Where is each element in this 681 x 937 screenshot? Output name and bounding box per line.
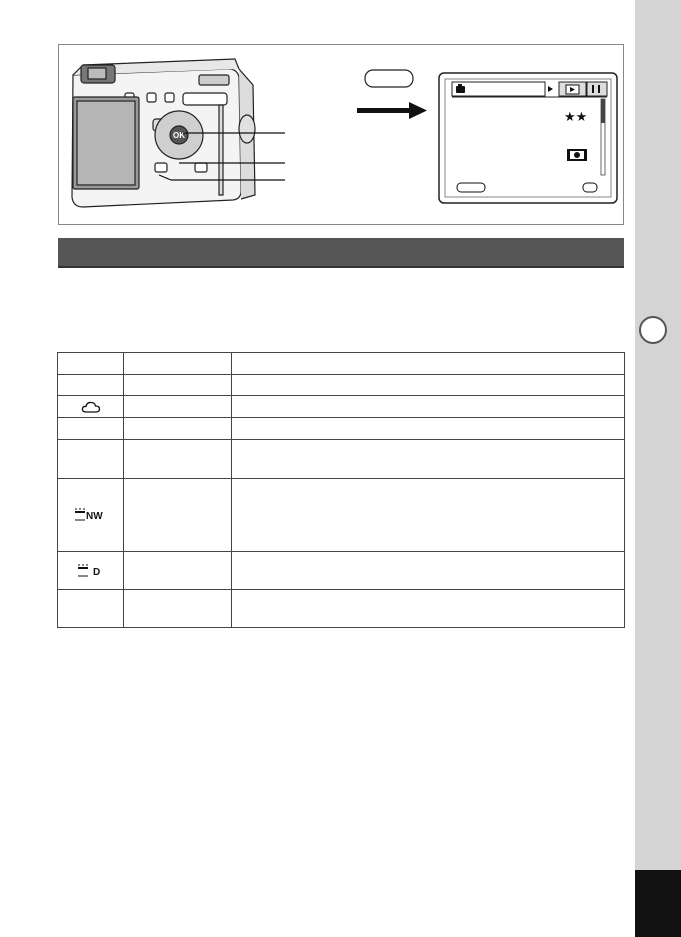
setup-tab-icon bbox=[587, 82, 607, 96]
table-row bbox=[58, 479, 625, 552]
table-cell-description bbox=[232, 479, 625, 552]
table-cell-description bbox=[232, 418, 625, 440]
table-cell-description bbox=[232, 590, 625, 628]
svg-text:NW: NW bbox=[85, 511, 103, 522]
quality-stars: ★★ bbox=[564, 110, 588, 125]
fluorescent-d-icon bbox=[76, 563, 106, 579]
metering-icon bbox=[567, 149, 587, 161]
cloud-icon bbox=[81, 400, 101, 414]
table-cell-name bbox=[124, 353, 232, 375]
table-cell-icon bbox=[58, 440, 124, 479]
table-cell-name bbox=[124, 440, 232, 479]
table-row bbox=[58, 590, 625, 628]
table-row bbox=[58, 375, 625, 396]
table-cell-description bbox=[232, 440, 625, 479]
side-tab-strip bbox=[635, 0, 681, 937]
table-cell-name bbox=[124, 375, 232, 396]
svg-text:D: D bbox=[92, 566, 100, 578]
table-cell-name bbox=[124, 418, 232, 440]
camera-tab-icon bbox=[452, 82, 553, 96]
page-number-box bbox=[635, 870, 681, 937]
table-row bbox=[58, 418, 625, 440]
table-cell-icon bbox=[58, 353, 124, 375]
table-cell-description bbox=[232, 396, 625, 418]
svg-text:OK: OK bbox=[173, 131, 185, 140]
table-cell-icon bbox=[58, 479, 124, 552]
arrow-right-icon bbox=[357, 102, 427, 119]
white-balance-table bbox=[57, 352, 625, 628]
table-cell-icon bbox=[58, 590, 124, 628]
table-cell-description bbox=[232, 552, 625, 590]
table-row bbox=[58, 396, 625, 418]
menu-screen bbox=[439, 73, 617, 203]
table-cell-name bbox=[124, 479, 232, 552]
fluorescent-nw-icon bbox=[73, 507, 109, 523]
section-header bbox=[58, 238, 624, 268]
playback-tab-icon bbox=[559, 82, 586, 96]
table-cell-icon bbox=[58, 552, 124, 590]
menu-button-icon bbox=[365, 70, 413, 87]
camera-illustration bbox=[58, 44, 624, 225]
table-cell-name bbox=[124, 552, 232, 590]
table-cell-name bbox=[124, 590, 232, 628]
table-row bbox=[58, 552, 625, 590]
table-cell-description bbox=[232, 353, 625, 375]
chapter-indicator bbox=[639, 316, 667, 344]
table-cell-icon bbox=[58, 418, 124, 440]
table-cell-icon bbox=[58, 375, 124, 396]
table-row bbox=[58, 353, 625, 375]
table-cell-name bbox=[124, 396, 232, 418]
table-row bbox=[58, 440, 625, 479]
table-cell-description bbox=[232, 375, 625, 396]
table-cell-icon bbox=[58, 396, 124, 418]
